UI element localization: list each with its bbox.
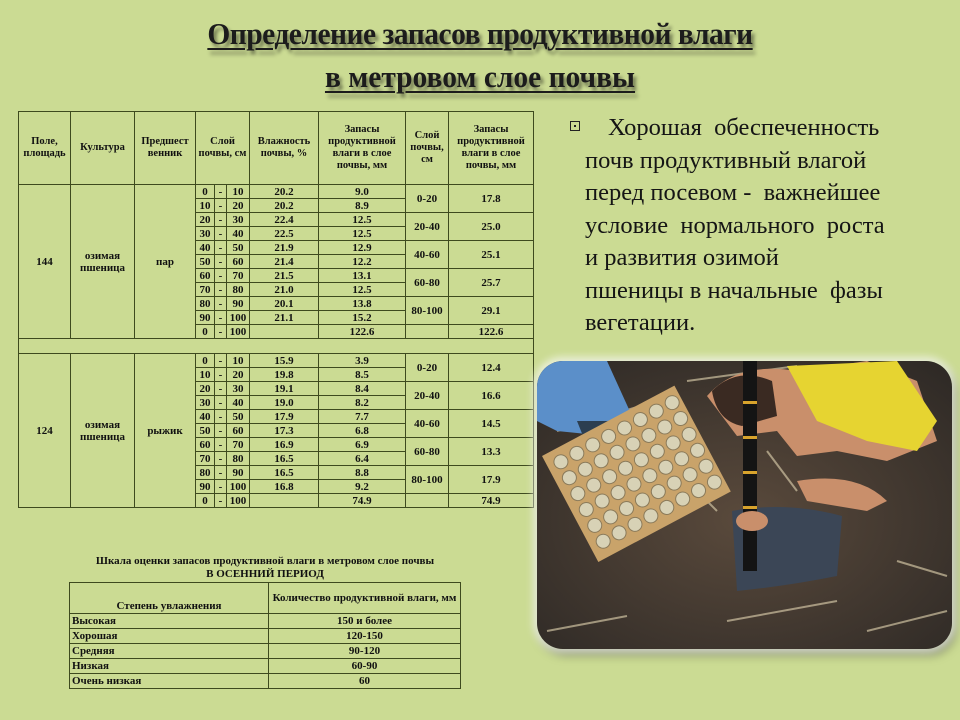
aggregated-layer-cell: 80-100 bbox=[406, 297, 449, 325]
total-layer-cell bbox=[406, 325, 449, 339]
reserve-cell: 12.2 bbox=[319, 255, 406, 269]
depth-dash-cell: - bbox=[215, 213, 227, 227]
total-reserve-cell: 74.9 bbox=[319, 494, 406, 508]
depth-to-cell: 100 bbox=[227, 311, 250, 325]
depth-dash-cell: - bbox=[215, 452, 227, 466]
scale-degree-cell: Средняя bbox=[70, 644, 269, 659]
scale-degree-cell: Очень низкая bbox=[70, 674, 269, 689]
reserve-cell: 12.5 bbox=[319, 283, 406, 297]
scale-amount-cell: 90-120 bbox=[269, 644, 461, 659]
reserve-cell: 12.5 bbox=[319, 213, 406, 227]
depth-to-cell: 90 bbox=[227, 297, 250, 311]
aggregated-layer-cell: 40-60 bbox=[406, 241, 449, 269]
humidity-cell: 20.2 bbox=[250, 199, 319, 213]
total-layer-cell bbox=[406, 494, 449, 508]
reserve-cell: 13.8 bbox=[319, 297, 406, 311]
bullet-text-line: вегетации. bbox=[585, 309, 696, 336]
header-layer-aggregated: Слой почвы, см bbox=[406, 112, 449, 185]
scale-amount-cell: 60 bbox=[269, 674, 461, 689]
bullet-text-line: Хорошая обеспеченность bbox=[608, 114, 880, 141]
depth-from-cell: 80 bbox=[196, 466, 215, 480]
scale-amount-cell: 60-90 bbox=[269, 659, 461, 674]
humidity-cell: 20.2 bbox=[250, 185, 319, 199]
aggregated-reserve-cell: 25.1 bbox=[449, 241, 534, 269]
table-row bbox=[19, 185, 534, 199]
scale-header-amount: Количество продуктивной влаги, мм bbox=[269, 583, 461, 614]
depth-to-cell: 70 bbox=[227, 269, 250, 283]
aggregated-layer-cell: 20-40 bbox=[406, 213, 449, 241]
scale-row bbox=[70, 644, 461, 659]
depth-dash-cell: - bbox=[215, 438, 227, 452]
scale-caption-line-1: Шкала оценки запасов продуктивной влаги в метровом слое почвы bbox=[95, 555, 435, 567]
field-photo-soil-sampling bbox=[537, 361, 952, 649]
header-humidity: Влажность почвы, % bbox=[250, 112, 319, 185]
total-reserve-aggregated-cell: 74.9 bbox=[449, 494, 534, 508]
reserve-cell: 6.4 bbox=[319, 452, 406, 466]
depth-to-cell: 60 bbox=[227, 255, 250, 269]
aggregated-layer-cell: 60-80 bbox=[406, 269, 449, 297]
depth-dash-cell: - bbox=[215, 354, 227, 368]
depth-from-cell: 30 bbox=[196, 227, 215, 241]
aggregated-reserve-cell: 29.1 bbox=[449, 297, 534, 325]
depth-to-cell: 40 bbox=[227, 396, 250, 410]
total-dash-cell: - bbox=[215, 325, 227, 339]
scale-row bbox=[70, 659, 461, 674]
reserve-cell: 12.5 bbox=[319, 227, 406, 241]
reserve-cell: 13.1 bbox=[319, 269, 406, 283]
humidity-cell: 21.9 bbox=[250, 241, 319, 255]
bullet-text-line: перед посевом - важнейшее bbox=[585, 179, 881, 206]
reserve-cell: 8.2 bbox=[319, 396, 406, 410]
depth-from-cell: 10 bbox=[196, 368, 215, 382]
depth-dash-cell: - bbox=[215, 199, 227, 213]
depth-from-cell: 50 bbox=[196, 424, 215, 438]
aggregated-reserve-cell: 16.6 bbox=[449, 382, 534, 410]
depth-to-cell: 50 bbox=[227, 241, 250, 255]
aggregated-layer-cell: 0-20 bbox=[406, 354, 449, 382]
total-from-cell: 0 bbox=[196, 325, 215, 339]
total-to-cell: 100 bbox=[227, 325, 250, 339]
header-reserves-aggregated: Запасы продуктивной влаги в слое почвы, мм bbox=[449, 112, 534, 185]
table-row bbox=[19, 354, 534, 368]
reserve-cell: 6.8 bbox=[319, 424, 406, 438]
depth-from-cell: 70 bbox=[196, 452, 215, 466]
total-from-cell: 0 bbox=[196, 494, 215, 508]
slide-title-line-1: Определение запасов продуктивной влаги bbox=[207, 16, 753, 51]
scale-degree-cell: Низкая bbox=[70, 659, 269, 674]
total-reserve-aggregated-cell: 122.6 bbox=[449, 325, 534, 339]
scale-row bbox=[70, 614, 461, 629]
depth-dash-cell: - bbox=[215, 410, 227, 424]
bullet-text-line: пшеницы в начальные фазы bbox=[585, 276, 883, 304]
aggregated-layer-cell: 80-100 bbox=[406, 466, 449, 494]
depth-dash-cell: - bbox=[215, 311, 227, 325]
scale-header-degree: Степень увлажнения bbox=[70, 583, 269, 614]
humidity-cell: 21.0 bbox=[250, 283, 319, 297]
depth-to-cell: 90 bbox=[227, 466, 250, 480]
total-to-cell: 100 bbox=[227, 494, 250, 508]
depth-dash-cell: - bbox=[215, 269, 227, 283]
depth-from-cell: 70 bbox=[196, 283, 215, 297]
reserve-cell: 9.2 bbox=[319, 480, 406, 494]
scale-caption bbox=[60, 555, 470, 581]
humidity-cell: 19.1 bbox=[250, 382, 319, 396]
humidity-cell: 16.9 bbox=[250, 438, 319, 452]
humidity-cell: 17.3 bbox=[250, 424, 319, 438]
depth-to-cell: 30 bbox=[227, 382, 250, 396]
scale-row bbox=[70, 629, 461, 644]
depth-to-cell: 60 bbox=[227, 424, 250, 438]
depth-dash-cell: - bbox=[215, 480, 227, 494]
humidity-cell: 16.5 bbox=[250, 466, 319, 480]
field-cell: 144 bbox=[19, 185, 71, 339]
reserve-cell: 3.9 bbox=[319, 354, 406, 368]
reserve-cell: 7.7 bbox=[319, 410, 406, 424]
depth-to-cell: 10 bbox=[227, 354, 250, 368]
reserve-cell: 8.8 bbox=[319, 466, 406, 480]
humidity-cell: 16.5 bbox=[250, 452, 319, 466]
reserve-cell: 12.9 bbox=[319, 241, 406, 255]
field-cell: 124 bbox=[19, 354, 71, 508]
aggregated-reserve-cell: 12.4 bbox=[449, 354, 534, 382]
humidity-cell: 19.0 bbox=[250, 396, 319, 410]
table-header-row bbox=[19, 112, 534, 185]
scale-header-row bbox=[70, 583, 461, 614]
bullet-paragraph bbox=[568, 112, 948, 340]
crop-cell: озимая пшеница bbox=[71, 185, 135, 339]
humidity-cell: 17.9 bbox=[250, 410, 319, 424]
total-reserve-cell: 122.6 bbox=[319, 325, 406, 339]
reserve-cell: 15.2 bbox=[319, 311, 406, 325]
crop-cell: озимая пшеница bbox=[71, 354, 135, 508]
depth-from-cell: 30 bbox=[196, 396, 215, 410]
aggregated-layer-cell: 20-40 bbox=[406, 382, 449, 410]
depth-to-cell: 80 bbox=[227, 283, 250, 297]
depth-from-cell: 40 bbox=[196, 410, 215, 424]
group-separator-row bbox=[19, 339, 534, 354]
header-crop: Культура bbox=[71, 112, 135, 185]
bullet-text-line: условие нормального роста bbox=[585, 211, 885, 239]
reserve-cell: 8.5 bbox=[319, 368, 406, 382]
header-reserves: Запасы продуктивной влаги в слое почвы, мм bbox=[319, 112, 406, 185]
header-predecessor: Предшест венник bbox=[135, 112, 196, 185]
scale-degree-cell: Хорошая bbox=[70, 629, 269, 644]
humidity-cell: 22.5 bbox=[250, 227, 319, 241]
scale-degree-cell: Высокая bbox=[70, 614, 269, 629]
depth-from-cell: 80 bbox=[196, 297, 215, 311]
total-humidity-cell bbox=[250, 325, 319, 339]
aggregated-reserve-cell: 25.0 bbox=[449, 213, 534, 241]
depth-dash-cell: - bbox=[215, 185, 227, 199]
reserve-cell: 6.9 bbox=[319, 438, 406, 452]
depth-dash-cell: - bbox=[215, 382, 227, 396]
reserve-cell: 9.0 bbox=[319, 185, 406, 199]
bullet-text-line: почв продуктивный влагой bbox=[585, 146, 867, 174]
depth-dash-cell: - bbox=[215, 297, 227, 311]
aggregated-layer-cell: 60-80 bbox=[406, 438, 449, 466]
aggregated-reserve-cell: 25.7 bbox=[449, 269, 534, 297]
depth-from-cell: 10 bbox=[196, 199, 215, 213]
depth-from-cell: 50 bbox=[196, 255, 215, 269]
depth-to-cell: 20 bbox=[227, 199, 250, 213]
depth-from-cell: 20 bbox=[196, 213, 215, 227]
bullet-text-line: и развития озимой bbox=[585, 244, 779, 271]
depth-to-cell: 40 bbox=[227, 227, 250, 241]
depth-from-cell: 60 bbox=[196, 438, 215, 452]
depth-from-cell: 90 bbox=[196, 480, 215, 494]
depth-to-cell: 20 bbox=[227, 368, 250, 382]
depth-from-cell: 90 bbox=[196, 311, 215, 325]
depth-from-cell: 60 bbox=[196, 269, 215, 283]
depth-dash-cell: - bbox=[215, 466, 227, 480]
depth-from-cell: 40 bbox=[196, 241, 215, 255]
aggregated-reserve-cell: 14.5 bbox=[449, 410, 534, 438]
aggregated-layer-cell: 40-60 bbox=[406, 410, 449, 438]
humidity-cell: 16.8 bbox=[250, 480, 319, 494]
soil-sampling-photo-illustration bbox=[537, 361, 952, 649]
predecessor-cell: пар bbox=[135, 185, 196, 339]
depth-to-cell: 100 bbox=[227, 480, 250, 494]
header-field: Поле, площадь bbox=[19, 112, 71, 185]
reserve-cell: 8.4 bbox=[319, 382, 406, 396]
humidity-cell: 19.8 bbox=[250, 368, 319, 382]
predecessor-cell: рыжик bbox=[135, 354, 196, 508]
depth-dash-cell: - bbox=[215, 227, 227, 241]
depth-from-cell: 0 bbox=[196, 185, 215, 199]
depth-to-cell: 10 bbox=[227, 185, 250, 199]
humidity-cell: 21.5 bbox=[250, 269, 319, 283]
humidity-cell: 21.4 bbox=[250, 255, 319, 269]
header-layer: Слой почвы, см bbox=[196, 112, 250, 185]
total-dash-cell: - bbox=[215, 494, 227, 508]
depth-dash-cell: - bbox=[215, 368, 227, 382]
slide-title-line-2: в метровом слое почвы bbox=[324, 59, 636, 94]
depth-dash-cell: - bbox=[215, 424, 227, 438]
depth-to-cell: 30 bbox=[227, 213, 250, 227]
depth-to-cell: 80 bbox=[227, 452, 250, 466]
separator-cell bbox=[19, 339, 534, 354]
depth-dash-cell: - bbox=[215, 283, 227, 297]
aggregated-reserve-cell: 17.9 bbox=[449, 466, 534, 494]
depth-from-cell: 20 bbox=[196, 382, 215, 396]
depth-dash-cell: - bbox=[215, 255, 227, 269]
depth-dash-cell: - bbox=[215, 241, 227, 255]
depth-dash-cell: - bbox=[215, 396, 227, 410]
humidity-cell: 20.1 bbox=[250, 297, 319, 311]
reserve-cell: 8.9 bbox=[319, 199, 406, 213]
scale-amount-cell: 150 и более bbox=[269, 614, 461, 629]
scale-amount-cell: 120-150 bbox=[269, 629, 461, 644]
aggregated-reserve-cell: 13.3 bbox=[449, 438, 534, 466]
total-humidity-cell bbox=[250, 494, 319, 508]
humidity-cell: 15.9 bbox=[250, 354, 319, 368]
depth-to-cell: 70 bbox=[227, 438, 250, 452]
aggregated-reserve-cell: 17.8 bbox=[449, 185, 534, 213]
moisture-reserves-table bbox=[18, 111, 534, 508]
aggregated-layer-cell: 0-20 bbox=[406, 185, 449, 213]
humidity-cell: 21.1 bbox=[250, 311, 319, 325]
humidity-cell: 22.4 bbox=[250, 213, 319, 227]
depth-from-cell: 0 bbox=[196, 354, 215, 368]
scale-caption-line-2: В ОСЕННИЙ ПЕРИОД bbox=[206, 568, 324, 580]
scale-row bbox=[70, 674, 461, 689]
moisture-scale-table bbox=[69, 582, 461, 689]
depth-to-cell: 50 bbox=[227, 410, 250, 424]
